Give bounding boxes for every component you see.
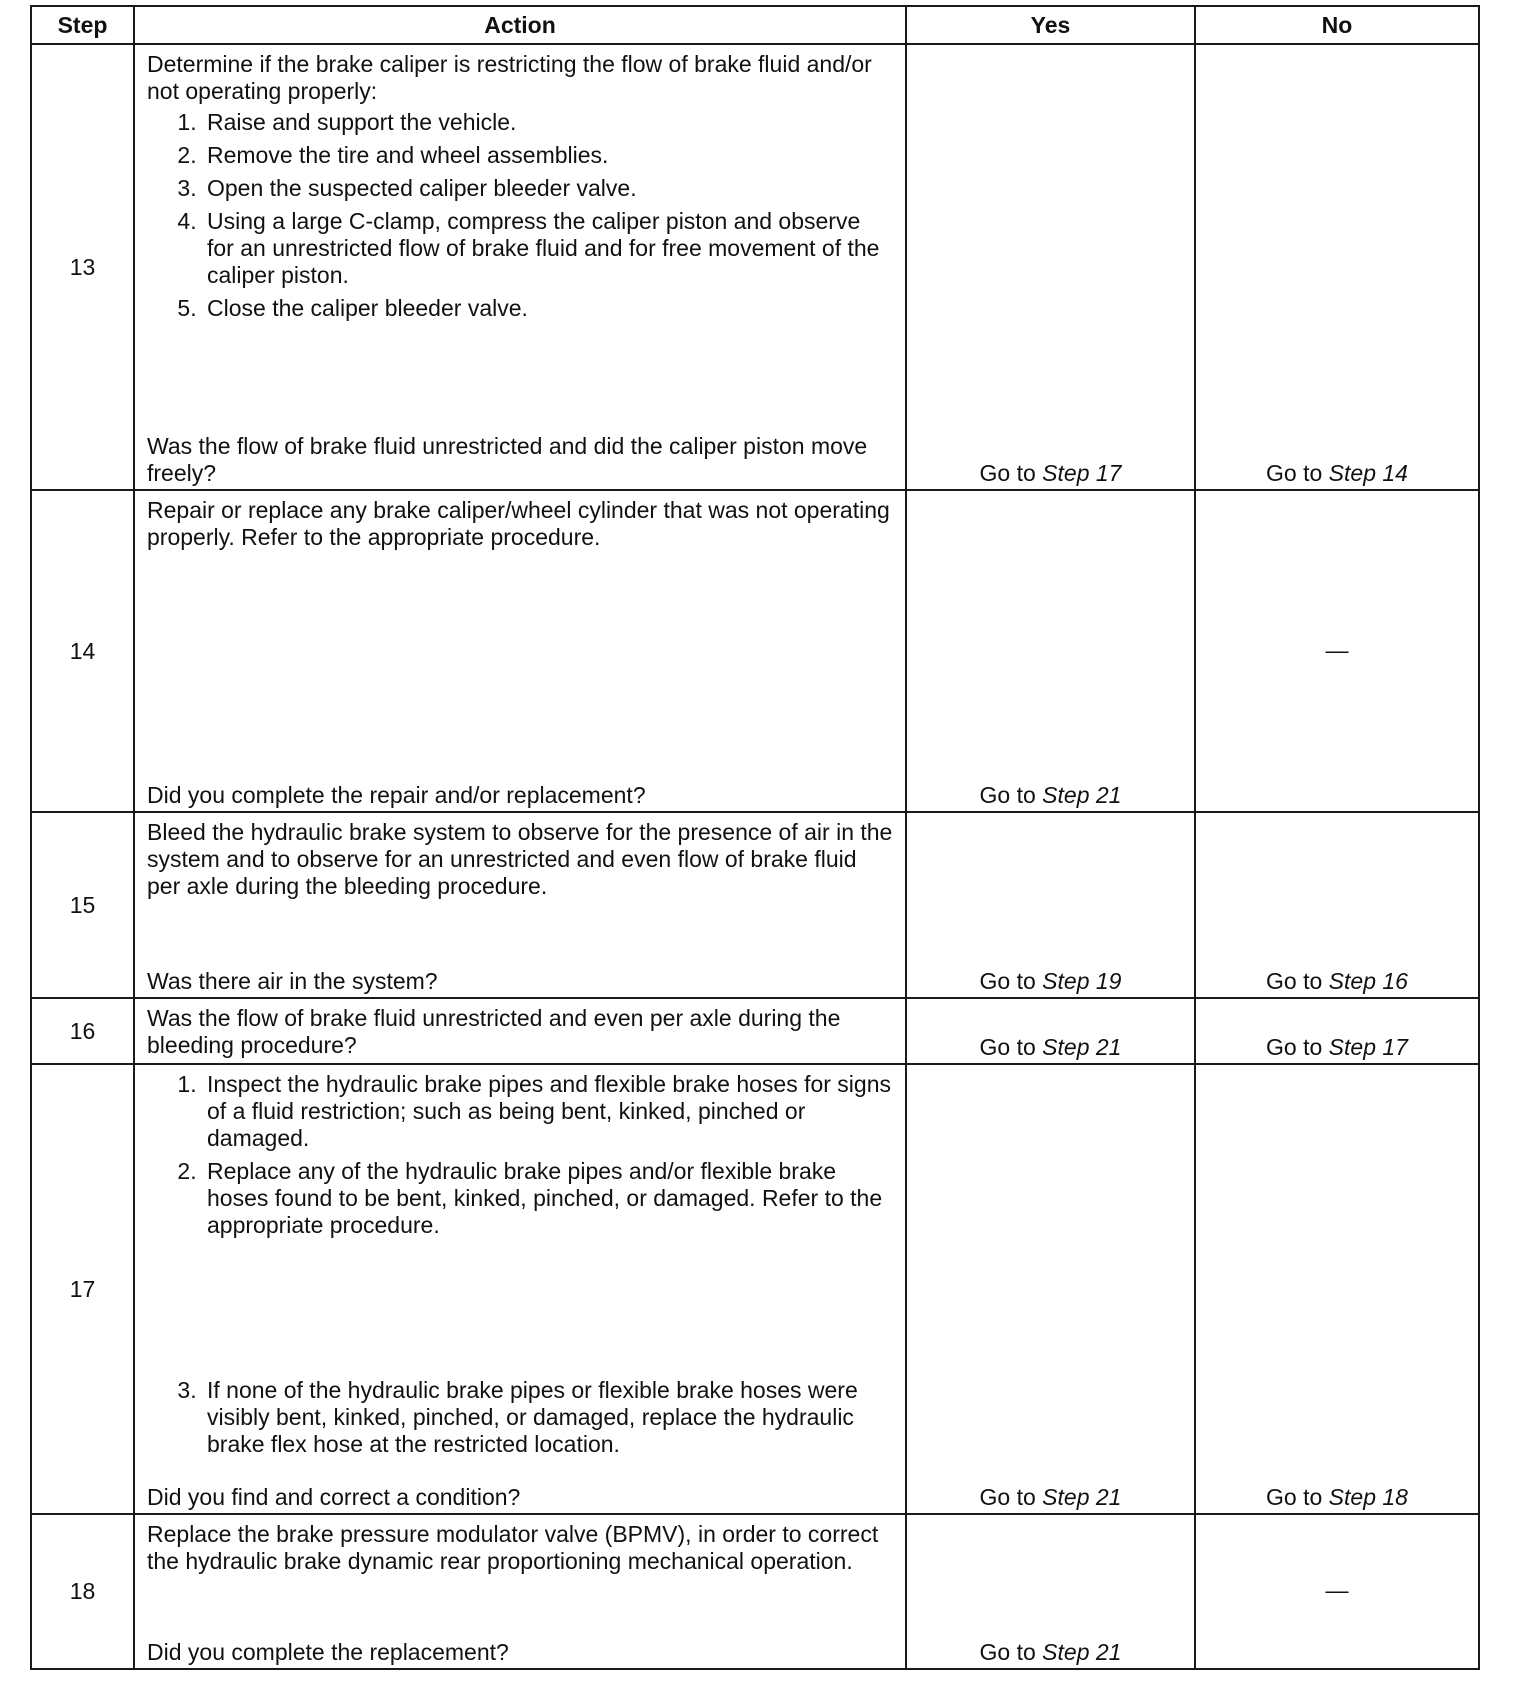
table-row bbox=[31, 490, 1479, 812]
action-steps bbox=[147, 1071, 893, 1239]
goto-prefix: Go to bbox=[1266, 968, 1323, 994]
goto-prefix: Go to bbox=[1266, 1034, 1323, 1060]
no-action-dash: — bbox=[1325, 1577, 1349, 1603]
action-intro: Determine if the brake caliper is restricting the flow of brake fluid and/or not operating properly: bbox=[147, 51, 872, 104]
goto-step-link[interactable]: Step 18 bbox=[1328, 1484, 1408, 1510]
table-row bbox=[31, 812, 1479, 998]
no-cell bbox=[1195, 1064, 1479, 1514]
step-number: 18 bbox=[31, 1514, 134, 1669]
action-cell bbox=[134, 1064, 906, 1514]
action-cell bbox=[134, 44, 906, 490]
no-cell bbox=[1195, 812, 1479, 998]
list-item: 4. Using a large C-clamp, compress the caliper piston and observe for an unrestricted flow of brake fluid and for free movement of the caliper piston. bbox=[203, 208, 893, 289]
action-cell bbox=[134, 490, 906, 812]
yes-cell bbox=[906, 44, 1195, 490]
action-intro: Bleed the hydraulic brake system to observe for the presence of air in the system and to observe for an unrestricted and even flow of brake fluid per axle during the bleeding procedure. bbox=[147, 819, 893, 899]
table-row bbox=[31, 44, 1479, 490]
goto-step-link[interactable]: Step 17 bbox=[1042, 460, 1122, 486]
action-question: Did you find and correct a condition? bbox=[147, 1484, 521, 1510]
table-row bbox=[31, 1514, 1479, 1669]
yes-cell bbox=[906, 812, 1195, 998]
goto-prefix: Go to bbox=[979, 782, 1036, 808]
table-row bbox=[31, 998, 1479, 1064]
goto-step-link[interactable]: Step 19 bbox=[1042, 968, 1122, 994]
action-question: Was there air in the system? bbox=[147, 968, 438, 994]
goto-step-link[interactable]: Step 21 bbox=[1042, 1639, 1122, 1665]
action-cell bbox=[134, 998, 906, 1064]
diagnostic-table bbox=[30, 5, 1480, 1670]
goto-prefix: Go to bbox=[1266, 460, 1323, 486]
step-number: 16 bbox=[31, 998, 134, 1064]
yes-cell bbox=[906, 998, 1195, 1064]
list-item: 5. Close the caliper bleeder valve. bbox=[203, 295, 893, 322]
step-number: 17 bbox=[31, 1064, 134, 1514]
action-question: Was the flow of brake fluid unrestricted and did the caliper piston move freely? bbox=[147, 433, 868, 486]
action-steps-continued bbox=[147, 1377, 893, 1458]
list-item: 2. Remove the tire and wheel assemblies. bbox=[203, 142, 893, 169]
header-row bbox=[31, 6, 1479, 44]
header-action: Action bbox=[134, 6, 906, 44]
header-yes: Yes bbox=[906, 6, 1195, 44]
goto-prefix: Go to bbox=[979, 1034, 1036, 1060]
action-cell bbox=[134, 812, 906, 998]
action-question: Did you complete the replacement? bbox=[147, 1639, 509, 1665]
action-question: Was the flow of brake fluid unrestricted and even per axle during the bleeding procedure? bbox=[147, 1005, 841, 1058]
goto-step-link[interactable]: Step 16 bbox=[1328, 968, 1408, 994]
action-cell bbox=[134, 1514, 906, 1669]
list-item: 2. Replace any of the hydraulic brake pipes and/or flexible brake hoses found to be bent, kinked, pinched, or damaged. Refer to the appropriate procedure. bbox=[203, 1158, 893, 1239]
action-question: Did you complete the repair and/or replacement? bbox=[147, 782, 646, 808]
list-item: 3. If none of the hydraulic brake pipes or flexible brake hoses were visibly bent, kinked, pinched, or damaged, replace the hydraulic brake flex hose at the restricted location. bbox=[203, 1377, 893, 1458]
header-step: Step bbox=[31, 6, 134, 44]
action-intro: Repair or replace any brake caliper/wheel cylinder that was not operating properly. Refer to the appropriate procedure. bbox=[147, 497, 890, 550]
action-steps bbox=[147, 109, 893, 322]
list-item: 3. Open the suspected caliper bleeder valve. bbox=[203, 175, 893, 202]
goto-step-link[interactable]: Step 21 bbox=[1042, 1034, 1122, 1060]
action-intro: Replace the brake pressure modulator valve (BPMV), in order to correct the hydraulic brake dynamic rear proportioning mechanical operation. bbox=[147, 1521, 879, 1574]
goto-step-link[interactable]: Step 17 bbox=[1328, 1034, 1408, 1060]
no-cell bbox=[1195, 1514, 1479, 1669]
goto-prefix: Go to bbox=[1266, 1484, 1323, 1510]
goto-prefix: Go to bbox=[979, 460, 1036, 486]
yes-cell bbox=[906, 1514, 1195, 1669]
goto-step-link[interactable]: Step 21 bbox=[1042, 1484, 1122, 1510]
no-cell bbox=[1195, 44, 1479, 490]
step-number: 13 bbox=[31, 44, 134, 490]
yes-cell bbox=[906, 1064, 1195, 1514]
goto-prefix: Go to bbox=[979, 968, 1036, 994]
table-row bbox=[31, 1064, 1479, 1514]
goto-prefix: Go to bbox=[979, 1639, 1036, 1665]
list-item: 1. Raise and support the vehicle. bbox=[203, 109, 893, 136]
no-action-dash: — bbox=[1325, 636, 1349, 663]
yes-cell bbox=[906, 490, 1195, 812]
goto-step-link[interactable]: Step 21 bbox=[1042, 782, 1122, 808]
step-number: 14 bbox=[31, 490, 134, 812]
list-item: 1. Inspect the hydraulic brake pipes and flexible brake hoses for signs of a fluid restriction; such as being bent, kinked, pinched or damaged. bbox=[203, 1071, 893, 1152]
header-no: No bbox=[1195, 6, 1479, 44]
no-cell bbox=[1195, 998, 1479, 1064]
no-cell bbox=[1195, 490, 1479, 812]
step-number: 15 bbox=[31, 812, 134, 998]
goto-step-link[interactable]: Step 14 bbox=[1328, 460, 1408, 486]
goto-prefix: Go to bbox=[979, 1484, 1036, 1510]
